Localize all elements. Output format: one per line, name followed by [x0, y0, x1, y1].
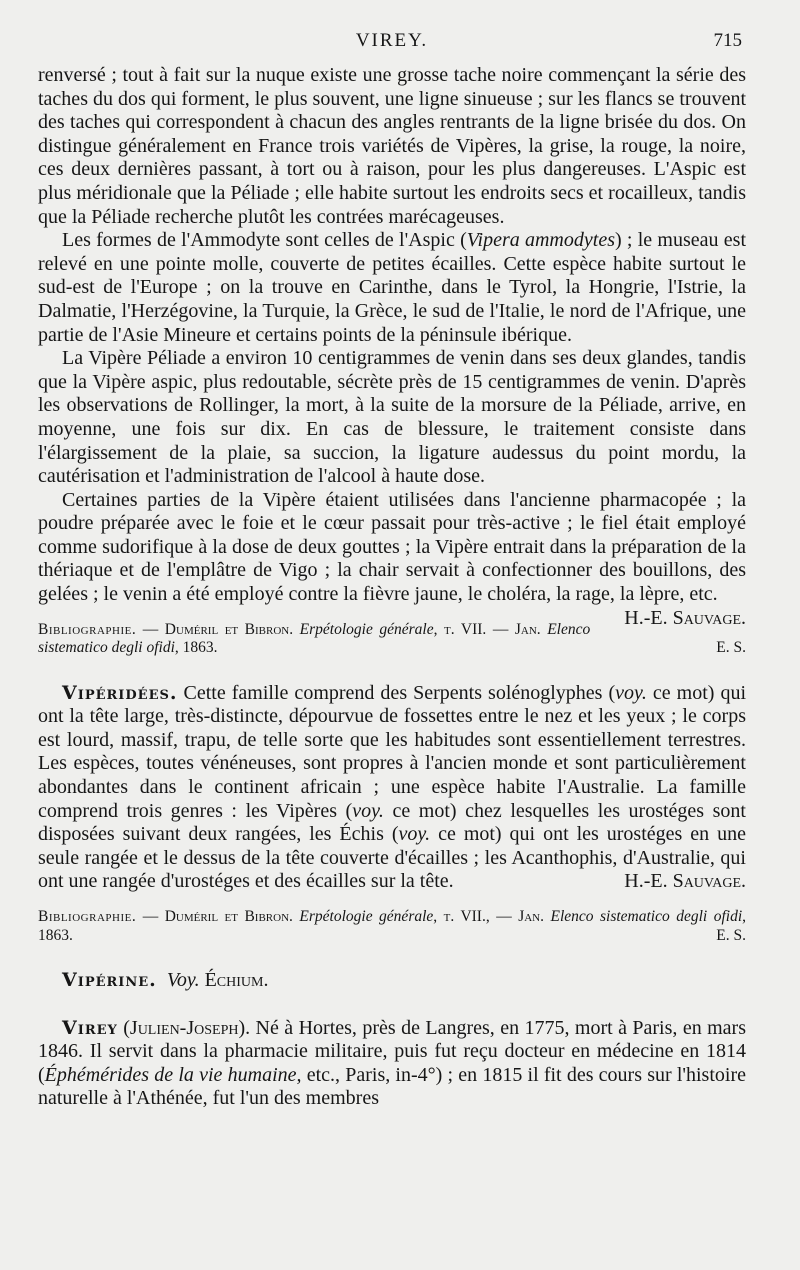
- running-header: [38, 30, 746, 64]
- headword: Vipéridées.: [62, 681, 178, 704]
- author-initials: E. S.: [716, 639, 746, 657]
- paragraph: Vipéridées. Cette famille comprend des Serpents solénoglyphes (voy. ce mot) qui ont la tête large, très-distincte, dépourvue de fossettes entre le nez et les yeux ; le corps est lourd, massif, trapu, de telle sorte que les habitudes sont essentiellement terrestres. Les espèces, toutes vénéneuses, sont propres à l'ancien monde et sont particulièrement abondantes dans le continent africain ; une espèce habite l'Australie. La famille comprend trois genres : les Vipères (voy. ce mot) chez lesquelles les urostéges sont disposées suivant deux rangées, les Échis (voy. ce mot) qui ont les urostéges en une seule rangée et le dessus de la tête couverte d'écailles ; les Acanthophis, d'Australie, qui ont une rangée d'urostéges et des écailles sur la tête. H.-E. Sauvage.: [38, 681, 747, 893]
- full-name: (Julien-Joseph).: [123, 1016, 251, 1039]
- headword: Virey: [62, 1016, 118, 1039]
- headword: Vipérine.: [62, 969, 157, 991]
- paragraph: [38, 969, 746, 993]
- paragraph: renversé ; tout à fait sur la nuque existe une grosse tache noire commençant la série des taches du dos qui forment, le plus souvent, une ligne sinueuse ; sur les flancs se trouvent des taches qui correspondent à chacun des angles rentrants de la ligne brisée du dos. On distingue généralement en France trois variétés de Vipères, la grise, la rouge, la noire, ces deux dernières passant, à tort ou à raison, pour les plus dangereuses. L'Aspic est plus méridionale que la Péliade ; elle habite surtout les endroits secs et rocailleux, tandis que la Péliade recherche plutôt les contrées marécageuses.: [38, 64, 746, 228]
- bibliography-label: Bibliographie.: [38, 908, 137, 925]
- cross-reference-target[interactable]: Échium.: [204, 969, 269, 991]
- entry-viperidees: [38, 682, 746, 945]
- paragraph: La Vipère Péliade a environ 10 centigrammes de venin dans ses deux glandes, tandis que la Vipère aspic, plus redoutable, sécrète près de 15 centigrammes de venin. D'après les observations de Rollinger, la mort, à la suite de la morsure de la Péliade, arrive, en moyenne, une fois sur dix. En cas de blessure, le traitement consiste dans l'élargissement de la plaie, sa succion, la ligature audessus du point mordu, la cautérisation et l'administration de l'alcool à haute dose.: [38, 347, 746, 488]
- bibliography: Bibliographie. — Duméril et Bibron. Erpétologie générale, t. VII., — Jan. Elenco sistematico degli ofidi, 1863. E. S.: [38, 908, 747, 944]
- running-head: VIREY.: [355, 30, 429, 51]
- bibliography: Bibliographie. — Duméril et Bibron. Erpétologie générale, t. VII. — Jan. Elenco sistematico degli ofidi, 1863. E. S.: [38, 620, 746, 657]
- paragraph: Certaines parties de la Vipère étaient utilisées dans l'ancienne pharmacopée ; la poudre préparée avec le foie et le cœur passait pour très-active ; le fiel était employé comme sudorifique à la dose de deux gouttes ; la Vipère entrait dans la préparation de la thériaque et de l'emplâtre de Vigo ; la chair servait à confectionner des bouillons, des gelées ; le venin a été employé contre la fièvre jaune, le choléra, la rage, la lèpre, etc. H.-E. Sauvage.: [38, 488, 746, 629]
- entry-viperine: [38, 969, 746, 993]
- paragraph: Virey (Julien-Joseph). Né à Hortes, près de Langres, en 1775, mort à Paris, en mars 1846. Il servit dans la pharmacie militaire, puis fut reçu docteur en médecine en 1814 (Éphémérides de la vie humaine, etc., Paris, in-4°) ; en 1815 il fit des cours sur l'histoire naturelle à l'Athénée, fut l'un des membres: [38, 1016, 746, 1110]
- cross-reference-prefix: Voy.: [166, 969, 200, 991]
- paragraph: Les formes de l'Ammodyte sont celles de l'Aspic (Vipera ammodytes) ; le museau est relevé en une pointe molle, couverte de petites écailles. Cette espèce habite surtout le sud-est de l'Europe ; on la trouve en Carinthe, dans le Tyrol, la Hongrie, l'Istrie, la Dalmatie, l'Herzégovine, la Turquie, la Grèce, le sud de l'Italie, le nord de l'Afrique, une partie de l'Asie Mineure et certains points de la péninsule ibérique.: [38, 229, 746, 346]
- entry-virey: [38, 1017, 746, 1111]
- page-number: 715: [713, 30, 742, 51]
- signature: H.-E. Sauvage.: [624, 606, 746, 629]
- bibliography-label: Bibliographie.: [38, 620, 137, 638]
- author-initials: E. S.: [716, 926, 746, 944]
- signature: H.-E. Sauvage.: [624, 870, 746, 893]
- latin-name: Vipera ammodytes: [466, 229, 615, 252]
- vipere-article-continuation: [38, 64, 746, 658]
